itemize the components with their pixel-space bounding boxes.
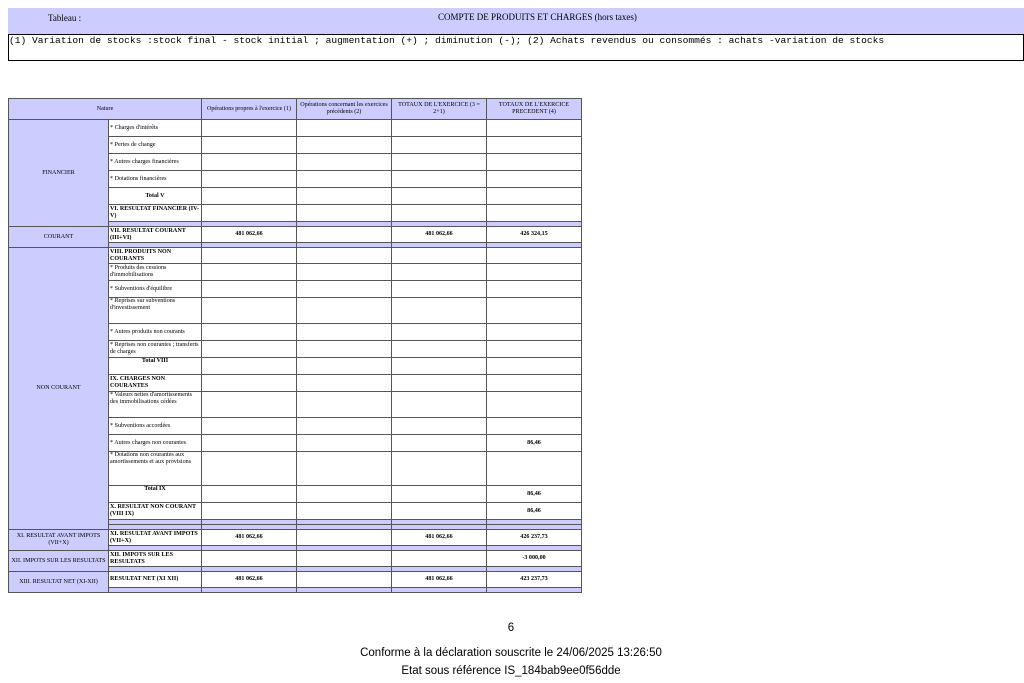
- row-label: * Subventions accordées: [109, 418, 202, 435]
- table-header-bar: [8, 8, 1024, 35]
- row-label: * Pertes de change: [109, 137, 202, 154]
- table-header-row: [9, 99, 582, 120]
- row-label: * Reprises non courantes ; transferts de charges: [109, 341, 202, 358]
- row-label: IX. CHARGES NON COURANTES: [109, 375, 202, 392]
- row-label: * Subventions d'équilibre: [109, 281, 202, 298]
- note-box: [8, 34, 1024, 61]
- row-label: XI. RESULTAT AVANT IMPOTS (VII+X): [109, 530, 202, 546]
- footer-reference: Etat sous référence IS_184bab9ee0f56dde: [401, 665, 621, 677]
- row-label: * Dotations non courantes aux amortissements et aux provisions: [109, 452, 202, 486]
- cell-value: 481 062,66: [202, 227, 297, 243]
- row-label: X. RESULTAT NON COURANT (VIII IX): [109, 503, 202, 520]
- cell-value: -3 000,00: [487, 551, 582, 567]
- cell-value: 423 237,73: [487, 572, 582, 588]
- table-row: [9, 551, 582, 567]
- col-c2: Opérations concernant les exercices précédents (2): [297, 99, 392, 120]
- page-number: 6: [507, 622, 515, 634]
- table-row: [9, 227, 582, 243]
- row-label: * Produits des cessions d'immobilisations: [109, 264, 202, 281]
- row-label: * Valeurs nettes d'amortissements des immobilisations cédées: [109, 392, 202, 418]
- row-label: RESULTAT NET (XI XII): [109, 572, 202, 588]
- cell-value: 426 237,73: [487, 530, 582, 546]
- page-title: COMPTE DE PRODUITS ET CHARGES (hors taxes): [438, 12, 637, 22]
- tableau-label: Tableau :: [48, 13, 82, 23]
- row-label: Total IX: [109, 486, 202, 503]
- row-label: VI. RESULTAT FINANCIER (IV-V): [109, 205, 202, 222]
- row-label: * Dotations financières: [109, 171, 202, 188]
- footer-conformity: Conforme à la déclaration souscrite le 24/06/2025 13:26:50: [360, 647, 662, 659]
- col-c3: TOTAUX DE L'EXERCICE (3 = 2+1): [392, 99, 487, 120]
- col-c4: TOTAUX DE L'EXERCICE PRECEDENT (4): [487, 99, 582, 120]
- table-row: [9, 572, 582, 588]
- table-row: [9, 120, 582, 137]
- cell-value: 426 324,15: [487, 227, 582, 243]
- section-xii: XII. IMPOTS SUR LES RESULTATS: [9, 551, 109, 572]
- section-xiii: XIII. RESULTAT NET (XI-XII): [9, 572, 109, 593]
- cell-value: 86,46: [487, 435, 582, 452]
- income-statement-table: [8, 98, 582, 593]
- row-label: XII. IMPOTS SUR LES RESULTATS: [109, 551, 202, 567]
- row-label: * Charges d'intérêts: [109, 120, 202, 137]
- row-label: * Autres produits non courants: [109, 324, 202, 341]
- col-c1: Opérations propres à l'exercice (1): [202, 99, 297, 120]
- cell-value: 481 062,66: [202, 572, 297, 588]
- note-text: (1) Variation de stocks :stock final - stock initial ; augmentation (+) ; diminution (-); (2) Achats revendus ou consommés : achats -variation de stocks: [9, 35, 885, 46]
- row-label: Total VIII: [109, 358, 202, 375]
- row-label: VIII. PRODUITS NON COURANTS: [109, 248, 202, 264]
- cell-value: 481 062,66: [392, 572, 487, 588]
- row-label: * Reprises sur subventions d'investissement: [109, 298, 202, 324]
- row-label: Total V: [109, 188, 202, 205]
- section-courant: COURANT: [9, 227, 109, 248]
- cell-value: 481 062,66: [392, 530, 487, 546]
- table-row: [9, 530, 582, 546]
- row-label: * Autres charges non courantes: [109, 435, 202, 452]
- section-financier: FINANCIER: [9, 120, 109, 227]
- table-row: [9, 248, 582, 264]
- section-non-courant: NON COURANT: [9, 248, 109, 530]
- cell-value: 86,46: [487, 486, 582, 503]
- cell-value: 86,46: [487, 503, 582, 520]
- col-nature: Nature: [9, 99, 202, 120]
- section-xi: XI. RESULTAT AVANT IMPOTS (VII+X): [9, 530, 109, 551]
- row-label: VII. RESULTAT COURANT (III+VI): [109, 227, 202, 243]
- cell-value: 481 062,66: [202, 530, 297, 546]
- cell-value: 481 062,66: [392, 227, 487, 243]
- row-label: * Autres charges financières: [109, 154, 202, 171]
